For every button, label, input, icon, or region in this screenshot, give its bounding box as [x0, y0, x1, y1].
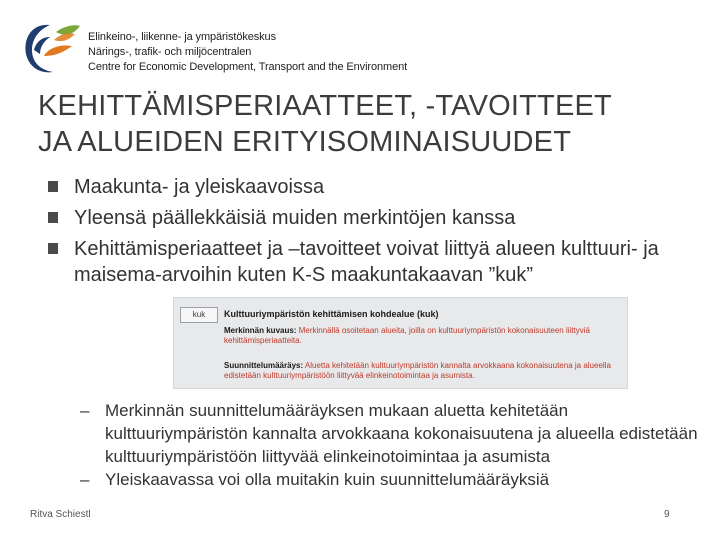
legend-description-label: Merkinnän kuvaus:	[224, 326, 297, 335]
bullet-item: Maakunta- ja yleiskaavoissa	[46, 174, 706, 200]
legend-regulation	[224, 361, 622, 381]
bullet-list	[46, 174, 706, 288]
sub-bullet-list	[80, 399, 710, 491]
slide-title-line-2: JA ALUEIDEN ERITYISOMINAISUUDET	[38, 126, 572, 158]
ely-centre-logo-icon	[20, 20, 82, 78]
kuk-symbol: kuk	[180, 307, 218, 323]
bullet-item: Yleensä päällekkäisiä muiden merkintöjen kanssa	[46, 205, 706, 231]
page-number: 9	[664, 509, 670, 520]
plan-legend-excerpt	[173, 297, 628, 389]
legend-regulation-text: Aluetta kehitetään kulttuuriympäristön kannalta arvokkaana kokonaisuutena ja alueella edistetään kulttuuriympäristöön liittyvää elinkeinotoimintaa ja asumista.	[224, 361, 611, 380]
organization-name-swedish: Närings-, trafik- och miljöcentralen	[88, 46, 252, 58]
legend-heading: Kulttuuriympäristön kehittämisen kohdealue (kuk)	[224, 309, 439, 319]
slide-title-line-1: KEHITTÄMISPERIAATTEET, -TAVOITTEET	[38, 90, 612, 122]
slide-title	[38, 88, 698, 160]
sub-bullet-item: – Merkinnän suunnittelumääräyksen mukaan aluetta kehitetään kulttuuriympäristön kannalta arvokkaana kokonaisuutena ja alueella edistetään kulttuuriympäristöön liittyvää elinkeinotoimintaa ja asumista	[80, 399, 710, 468]
legend-description	[224, 326, 622, 346]
legend-description-text: Merkinnällä osoitetaan alueita, joilla on kulttuuriympäristön kokonaisuuteen liittyviä kehittämisperiaatteita.	[224, 326, 590, 345]
legend-regulation-label: Suunnittelumääräys:	[224, 361, 304, 370]
sub-bullet-item: – Yleiskaavassa voi olla muitakin kuin suunnittelumääräyksiä	[80, 468, 710, 491]
organization-name-finnish: Elinkeino-, liikenne- ja ympäristökeskus	[88, 31, 276, 43]
footer-author: Ritva Schiestl	[30, 509, 91, 520]
organization-name-english: Centre for Economic Development, Transport and the Environment	[88, 61, 408, 73]
organization-name	[88, 30, 407, 75]
bullet-item: Kehittämisperiaatteet ja –tavoitteet voivat liittyä alueen kulttuuri- ja maisema-arvoihin kuten K-S maakuntakaavan ”kuk”	[46, 236, 706, 288]
